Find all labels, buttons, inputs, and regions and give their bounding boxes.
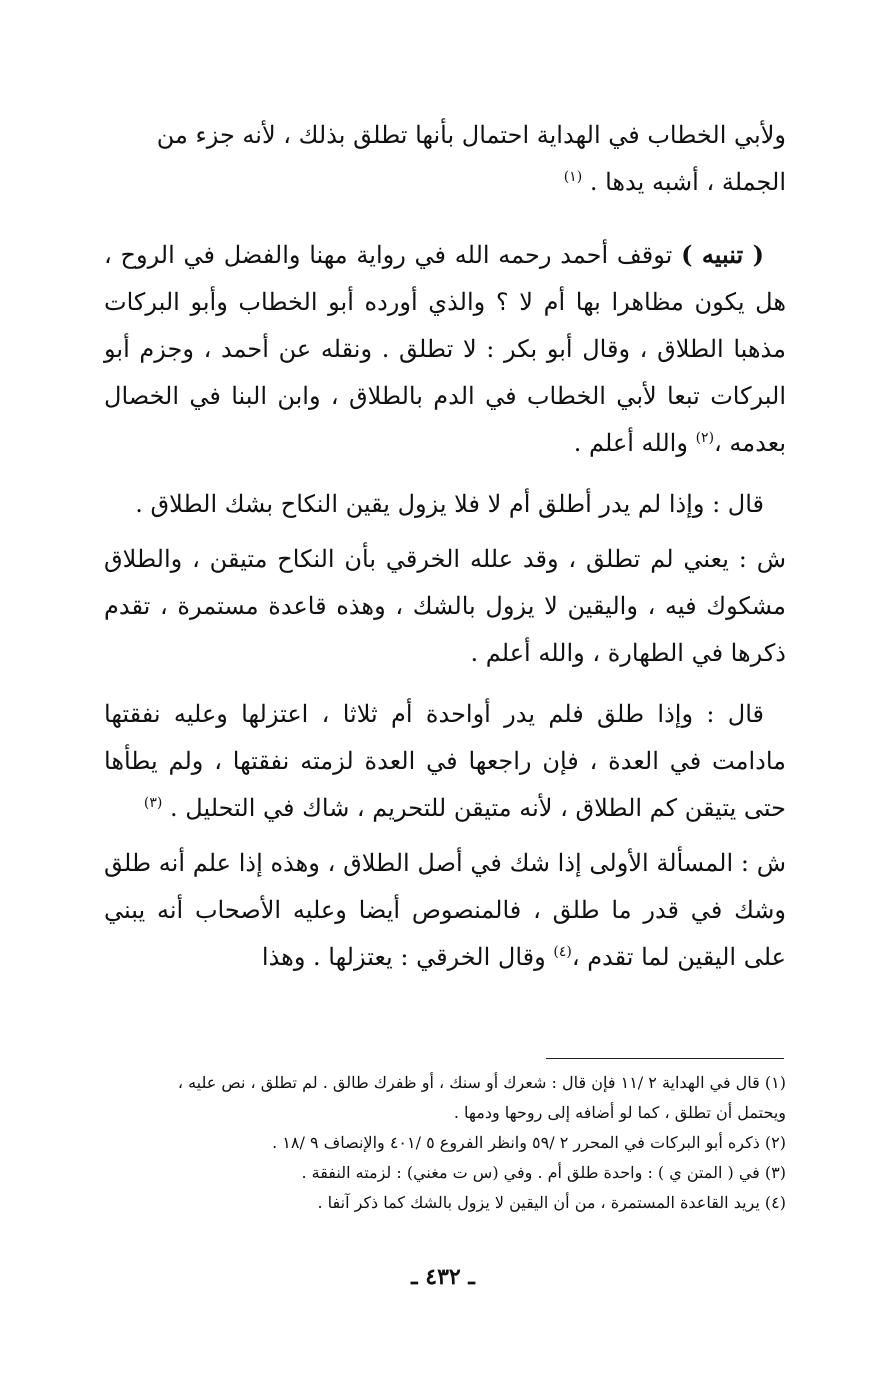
paragraph-6 <box>104 840 786 981</box>
footnote-divider <box>546 1058 784 1059</box>
paragraph-2-text-a: توقف أحمد رحمه الله في رواية مهنا والفضل في الروح ، هل يكون مظاهرا بها أم لا ؟ والذي أورده أبو الخطاب وأبو البركات مذهبا الطلاق ، وقال أبو بكر : لا تطلق . ونقله عن أحمد ، وجزم أبو البركات تبعا لأبي الخطاب في الدم بالطلاق ، وابن البنا في الخصال بعدمه ، <box>104 241 786 457</box>
footnote-1-line-2: ويحتمل أن تطلق ، كما لو أضافه إلى روحها ودمها . <box>453 1103 786 1122</box>
tanbih-heading: ( تنبيه ) <box>681 240 764 269</box>
footnote-1-line-1: (١) قال في الهداية ٢ /١١ فإن قال : شعرك أو سنك ، أو ظفرك طالق . لم تطلق ، نص عليه ، <box>177 1073 786 1092</box>
paragraph-6-text-b: وقال الخرقي : يعتزلها . وهذا <box>261 943 554 971</box>
footnote-ref-4[interactable]: (٤) <box>553 944 572 960</box>
footnote-2-line-1: (٢) ذكره أبو البركات في المحرر ٢ /٥٩ وانظر الفروع ٥ /٤٠١ والإنصاف ٩ /١٨ . <box>272 1133 786 1152</box>
main-text <box>104 112 786 981</box>
paragraph-3 <box>104 481 786 528</box>
footnote-2 <box>104 1128 786 1158</box>
paragraph-4 <box>104 536 786 677</box>
footnote-4 <box>104 1188 786 1218</box>
footnote-3 <box>104 1158 786 1188</box>
paragraph-6-text-a: ش : المسألة الأولى إذا شك في أصل الطلاق ، وهذه إذا علم أنه طلق وشك في قدر ما طلق ، فالمنصوص أيضا وعليه الأصحاب أنه يبني على اليقين لما تقدم ، <box>104 849 786 971</box>
paragraph-5 <box>104 691 786 832</box>
paragraph-5-text: قال : وإذا طلق فلم يدر أواحدة أم ثلاثا ، اعتزلها وعليه نفقتها مادامت في العدة ، فإن راجعها في العدة لزمته نفقتها ، ولم يطأها حتى يتيقن كم الطلاق ، لأنه متيقن للتحريم ، شاك في التحليل . <box>104 700 786 822</box>
footnotes <box>104 1068 786 1218</box>
paragraph-2-text-b: والله أعلم . <box>573 429 696 457</box>
footnote-1 <box>104 1068 786 1128</box>
footnote-ref-3[interactable]: (٣) <box>143 795 163 811</box>
footnote-ref-2[interactable]: (٢) <box>695 430 715 446</box>
footnote-3-line-1: (٣) في ( المتن ي ) : واحدة طلق أم . وفي (س ت مغني) : لزمته النفقة . <box>301 1163 786 1182</box>
paragraph-1-line-2: الجملة ، أشبه يدها . <box>589 168 786 196</box>
footnote-4-line-1: (٤) يريد القاعدة المستمرة ، من أن اليقين لا يزول بالشك كما ذكر آنفا . <box>317 1193 786 1212</box>
footnote-ref-1[interactable]: (١) <box>563 169 583 185</box>
paragraph-3-text: قال : وإذا لم يدر أطلق أم لا فلا يزول يقين النكاح بشك الطلاق . <box>135 490 764 518</box>
page-number: ـ ٤٣٢ ـ <box>411 1264 475 1290</box>
paragraph-1 <box>104 112 786 206</box>
paragraph-1-line-1: ولأبي الخطاب في الهداية احتمال بأنها تطلق بذلك ، لأنه جزء من <box>156 121 786 149</box>
paragraph-2 <box>104 231 786 467</box>
paragraph-4-text: ش : يعني لم تطلق ، وقد علله الخرقي بأن النكاح متيقن ، والطلاق مشكوك فيه ، واليقين لا يزول بالشك ، وهذه قاعدة مستمرة ، تقدم ذكرها في الطهارة ، والله أعلم . <box>104 545 786 667</box>
